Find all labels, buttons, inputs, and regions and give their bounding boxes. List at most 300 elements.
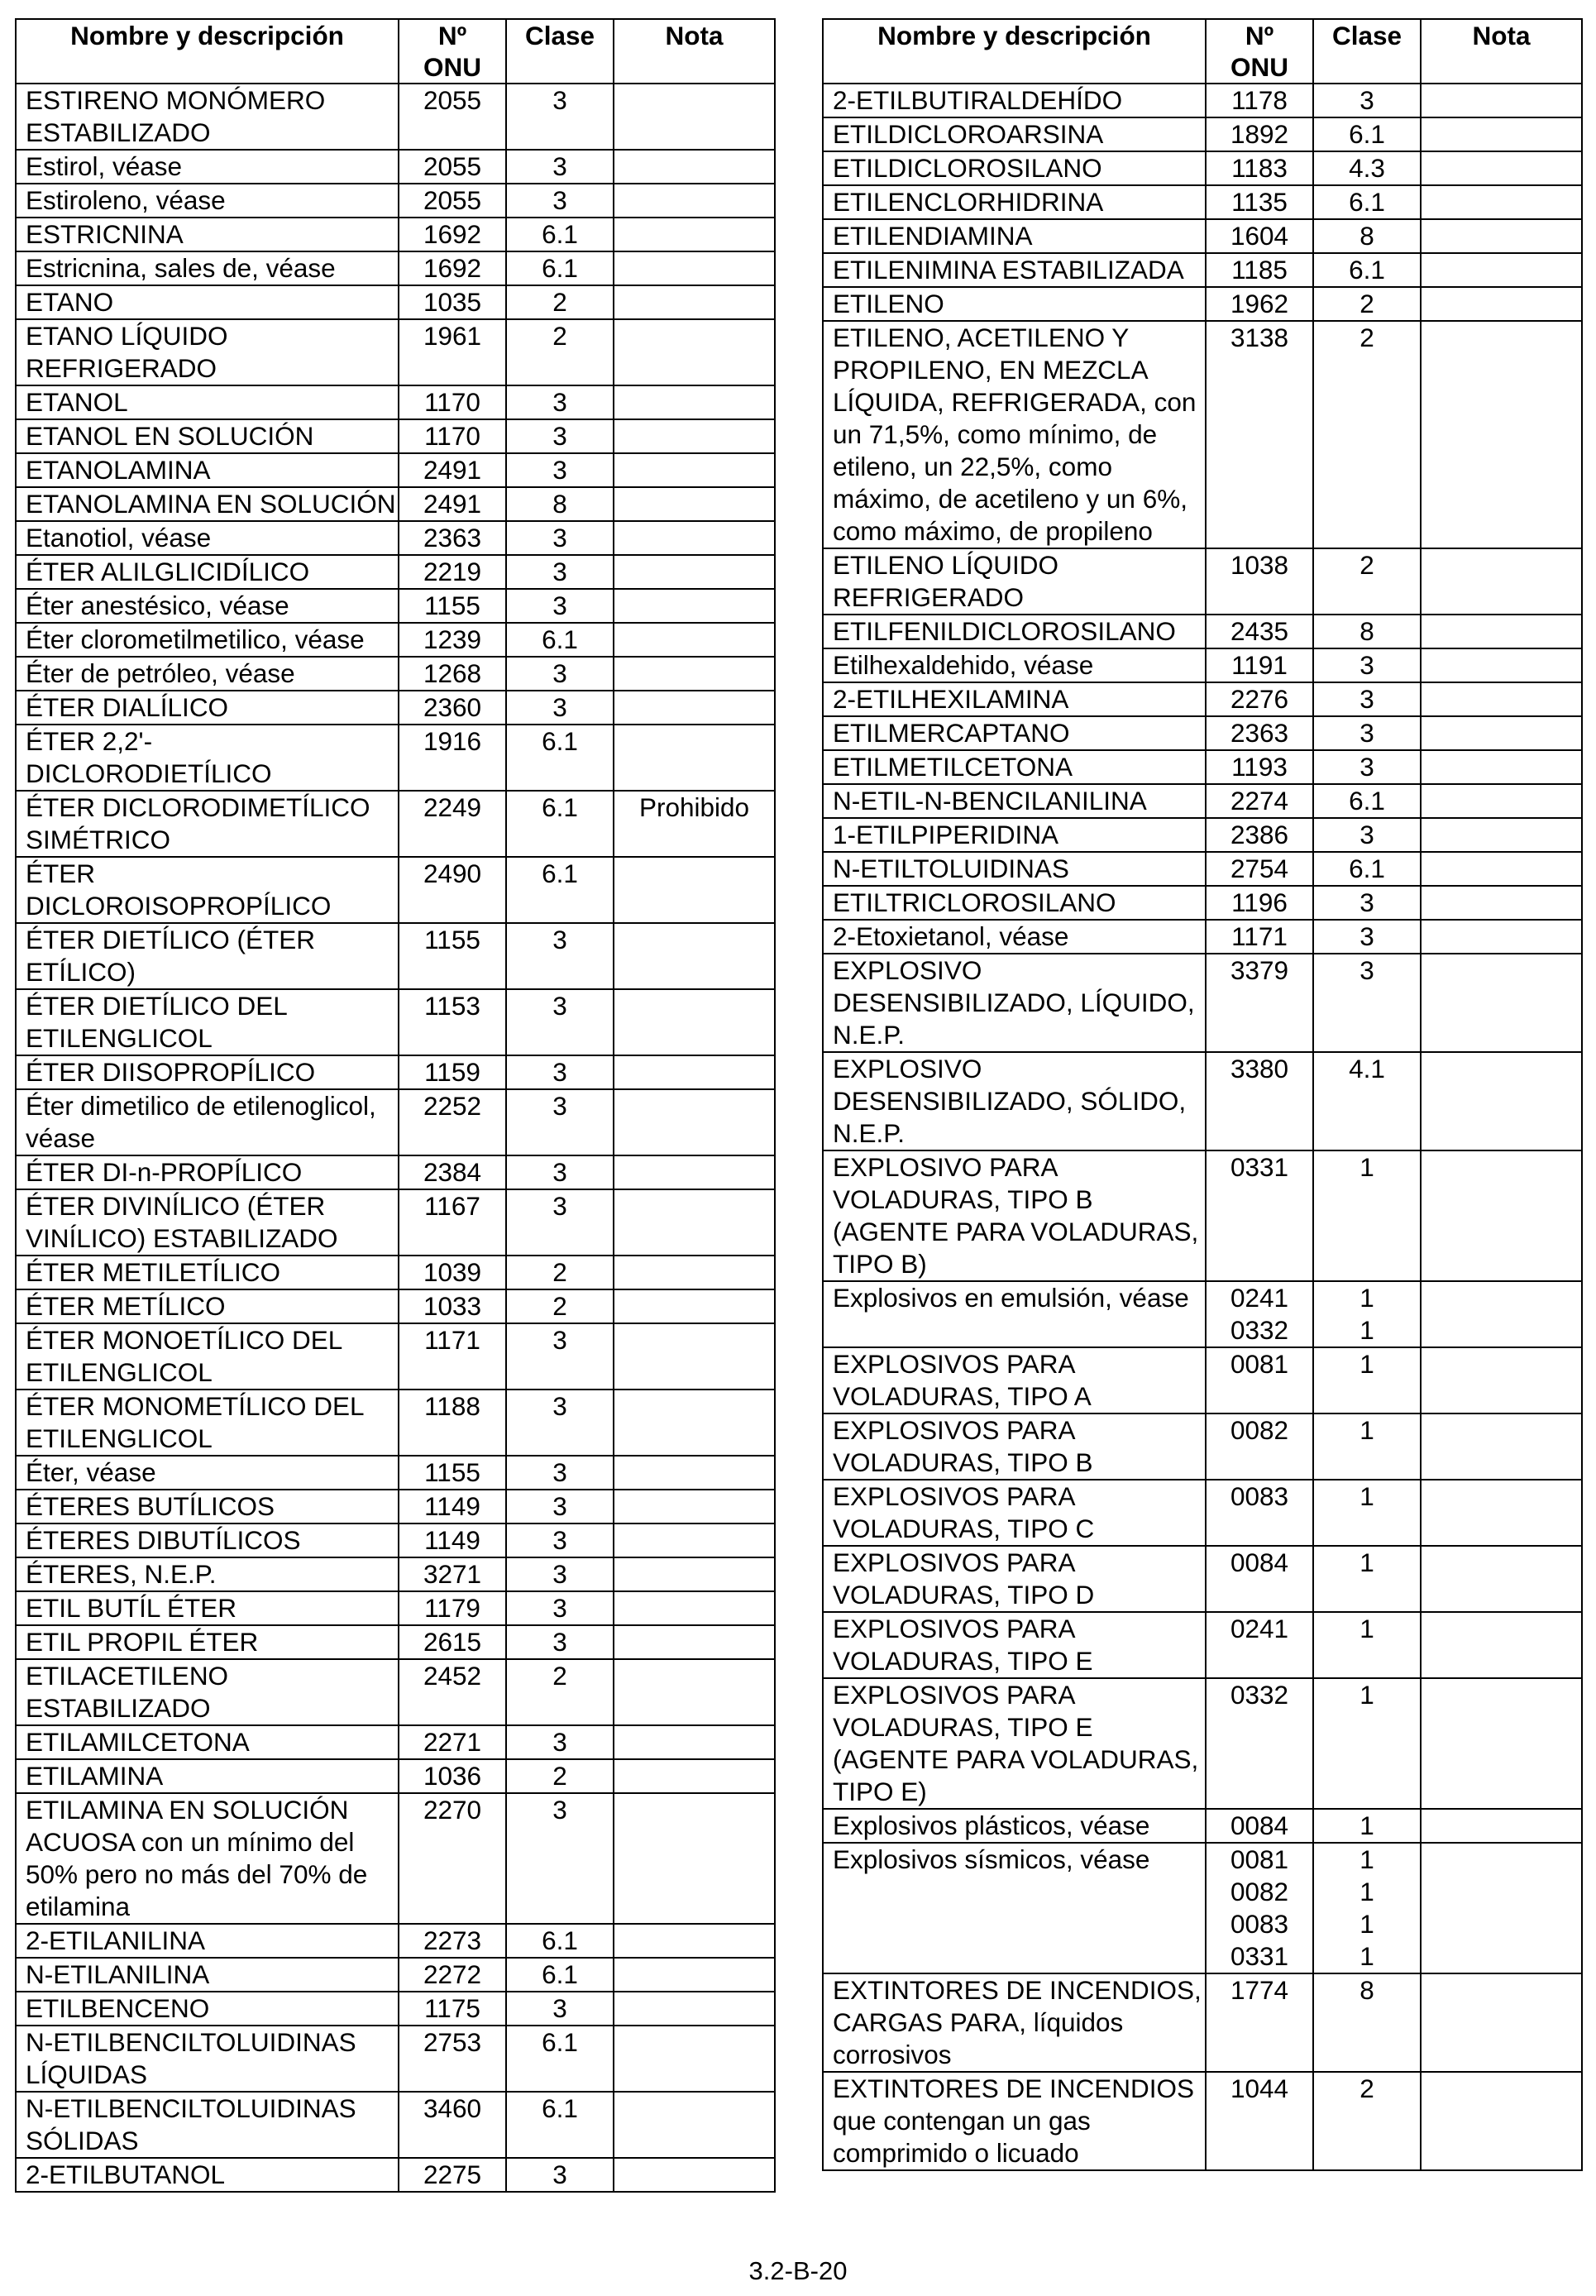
table-row [16,218,775,251]
cell-onu: 2272 [399,1958,506,1992]
table-row [16,1089,775,1155]
cell-name: Estirol, véase [16,150,399,184]
cell-name: ETIL PROPIL ÉTER [16,1625,399,1659]
cell-clase: 3 [506,923,614,989]
cell-nota [614,1289,775,1323]
cell-name: EXPLOSIVOS PARA VOLADURAS, TIPO E (AGENTE PARA VOLADURAS, TIPO E) [823,1678,1206,1809]
cell-nota [614,1992,775,2026]
cell-onu: 2452 [399,1659,506,1725]
cell-onu: 1191 [1206,648,1313,682]
table-row [823,151,1582,185]
table-row [16,2158,775,2192]
header-onu: Nº ONU [399,19,506,84]
cell-onu: 3271 [399,1557,506,1591]
cell-clase: 3 [1313,716,1421,750]
cell-name: ETILMETILCETONA [823,750,1206,784]
cell-clase: 1 [1313,1150,1421,1281]
cell-onu: 2615 [399,1625,506,1659]
cell-onu: 1155 [399,1456,506,1490]
table-row [16,691,775,725]
cell-name: N-ETIL-N-BENCILANILINA [823,784,1206,818]
table-row [823,1678,1582,1809]
cell-name: Éter de petróleo, véase [16,657,399,691]
cell-clase: 3 [506,1793,614,1924]
table-row [823,784,1582,818]
table-row [16,1055,775,1089]
cell-clase: 3 [506,385,614,419]
cell-nota [1421,84,1582,117]
cell-nota [614,521,775,555]
cell-nota [614,589,775,623]
cell-name: ETILAMILCETONA [16,1725,399,1759]
cell-clase: 8 [1313,615,1421,648]
cell-nota [1421,920,1582,954]
cell-name: ÉTER DICLORODIMETÍLICO SIMÉTRICO [16,791,399,857]
table-row [823,682,1582,716]
cell-nota [614,1924,775,1958]
cell-clase: 1 1 [1313,1281,1421,1347]
cell-name: ETANOLAMINA [16,453,399,487]
cell-clase: 1 [1313,1678,1421,1809]
cell-clase: 3 [506,2158,614,2192]
cell-onu: 2491 [399,453,506,487]
cell-clase: 8 [506,487,614,521]
cell-clase: 4.3 [1313,151,1421,185]
table-row [16,1591,775,1625]
cell-nota [614,623,775,657]
cell-clase: 3 [506,1557,614,1591]
table-row [16,725,775,791]
cell-nota [1421,1281,1582,1347]
cell-onu: 2219 [399,555,506,589]
cell-nota [614,453,775,487]
table-row [823,1809,1582,1843]
cell-name: Estiroleno, véase [16,184,399,218]
cell-onu: 0081 0082 0083 0331 [1206,1843,1313,1973]
cell-onu: 2271 [399,1725,506,1759]
cell-clase: 6.1 [506,1958,614,1992]
cell-name: ETILBENCENO [16,1992,399,2026]
cell-name: EXPLOSIVOS PARA VOLADURAS, TIPO E [823,1612,1206,1678]
cell-clase: 1 [1313,1480,1421,1546]
cell-name: ETILFENILDICLOROSILANO [823,615,1206,648]
cell-nota [614,1625,775,1659]
cell-nota [1421,1413,1582,1480]
cell-name: ÉTER ALILGLICIDÍLICO [16,555,399,589]
cell-clase: 3 [506,521,614,555]
cell-nota [614,1490,775,1523]
table-row [16,1256,775,1289]
table-row [16,2026,775,2092]
cell-onu: 1155 [399,923,506,989]
cell-name: ETILENCLORHIDRINA [823,185,1206,219]
cell-name: Etilhexaldehido, véase [823,648,1206,682]
cell-name: ETILENDIAMINA [823,219,1206,253]
cell-onu: 3380 [1206,1052,1313,1150]
cell-name: EXPLOSIVO DESENSIBILIZADO, SÓLIDO, N.E.P. [823,1052,1206,1150]
cell-nota [1421,287,1582,321]
table-row [16,1992,775,2026]
cell-onu: 1239 [399,623,506,657]
table-row [16,521,775,555]
cell-clase: 6.1 [1313,784,1421,818]
cell-onu: 1175 [399,1992,506,2026]
cell-clase: 3 [506,555,614,589]
cell-clase: 3 [506,1490,614,1523]
cell-clase: 1 [1313,1612,1421,1678]
cell-name: Éter dimetilico de etilenoglicol, véase [16,1089,399,1155]
table-row [823,117,1582,151]
cell-clase: 1 1 1 1 [1313,1843,1421,1973]
cell-clase: 8 [1313,219,1421,253]
cell-nota [1421,2072,1582,2170]
cell-clase: 6.1 [506,2092,614,2158]
table-row [16,1390,775,1456]
table-row [16,150,775,184]
table-row [16,487,775,521]
cell-nota [614,1958,775,1992]
table-row [823,886,1582,920]
cell-clase: 3 [506,657,614,691]
table-row [823,648,1582,682]
table-row [16,2092,775,2158]
cell-nota [614,2026,775,2092]
table-row [823,1546,1582,1612]
cell-onu: 1961 [399,319,506,385]
cell-clase: 3 [1313,750,1421,784]
cell-name: ÉTER DI-n-PROPÍLICO [16,1155,399,1189]
cell-name: ÉTER DIETÍLICO DEL ETILENGLICOL [16,989,399,1055]
cell-onu: 1916 [399,725,506,791]
cell-clase: 2 [506,285,614,319]
cell-clase: 2 [506,1289,614,1323]
cell-name: ETILDICLOROSILANO [823,151,1206,185]
cell-onu: 2360 [399,691,506,725]
table-row [823,716,1582,750]
cell-name: ETILACETILENO ESTABILIZADO [16,1659,399,1725]
table-row [823,1150,1582,1281]
cell-onu: 0241 [1206,1612,1313,1678]
table-row [16,1456,775,1490]
cell-nota [614,989,775,1055]
table-row [823,84,1582,117]
cell-clase: 3 [506,184,614,218]
cell-onu: 0083 [1206,1480,1313,1546]
cell-name: Explosivos plásticos, véase [823,1809,1206,1843]
cell-nota [614,1189,775,1256]
table-row [823,1480,1582,1546]
cell-name: ETILAMINA EN SOLUCIÓN ACUOSA con un mínimo del 50% pero no más del 70% de etilamina [16,1793,399,1924]
cell-clase: 3 [506,1055,614,1089]
cell-name: N-ETILTOLUIDINAS [823,852,1206,886]
cell-clase: 1 [1313,1809,1421,1843]
cell-clase: 2 [506,319,614,385]
cell-clase: 3 [506,453,614,487]
cell-clase: 2 [506,1759,614,1793]
cell-onu: 0332 [1206,1678,1313,1809]
cell-clase: 3 [506,1089,614,1155]
cell-onu: 1167 [399,1189,506,1256]
cell-clase: 3 [1313,954,1421,1052]
table-row [16,1625,775,1659]
cell-onu: 1170 [399,385,506,419]
table-row [16,1557,775,1591]
table-row [16,1759,775,1793]
header-name: Nombre y descripción [823,19,1206,84]
cell-clase: 3 [1313,84,1421,117]
cell-clase: 1 [1313,1347,1421,1413]
header-onu: Nº ONU [1206,19,1313,84]
cell-clase: 1 [1313,1546,1421,1612]
cell-nota [1421,151,1582,185]
table-row [16,657,775,691]
cell-clase: 3 [506,1992,614,2026]
table-row [16,1924,775,1958]
cell-onu: 2055 [399,184,506,218]
cell-onu: 1179 [399,1591,506,1625]
cell-clase: 1 [1313,1413,1421,1480]
cell-clase: 6.1 [506,623,614,657]
cell-clase: 3 [1313,682,1421,716]
cell-name: EXPLOSIVO PARA VOLADURAS, TIPO B (AGENTE PARA VOLADURAS, TIPO B) [823,1150,1206,1281]
page-number: 3.2-B-20 [748,2256,848,2285]
cell-nota [1421,1052,1582,1150]
cell-name: Explosivos sísmicos, véase [823,1843,1206,1973]
cell-name: ÉTER METÍLICO [16,1289,399,1323]
cell-name: ESTIRENO MONÓMERO ESTABILIZADO [16,84,399,150]
cell-clase: 2 [506,1659,614,1725]
cell-onu: 2055 [399,84,506,150]
cell-nota [1421,750,1582,784]
cell-nota [614,1055,775,1089]
table-row [16,1793,775,1924]
cell-onu: 1268 [399,657,506,691]
header-name: Nombre y descripción [16,19,399,84]
cell-name: ETANOL [16,385,399,419]
table-row [823,1612,1582,1678]
cell-nota [1421,321,1582,548]
cell-nota [1421,716,1582,750]
table-row [16,1155,775,1189]
cell-nota [614,1390,775,1456]
cell-name: N-ETILBENCILTOLUIDINAS SÓLIDAS [16,2092,399,2158]
cell-onu: 1149 [399,1523,506,1557]
table-row [823,852,1582,886]
cell-nota [614,1523,775,1557]
cell-clase: 3 [1313,648,1421,682]
table-row [16,791,775,857]
cell-name: ÉTERES, N.E.P. [16,1557,399,1591]
cell-clase: 6.1 [1313,185,1421,219]
cell-name: Éter clorometilmetilico, véase [16,623,399,657]
cell-clase: 3 [506,1390,614,1456]
cell-clase: 3 [1313,818,1421,852]
cell-clase: 3 [506,150,614,184]
cell-nota [1421,1480,1582,1546]
cell-onu: 2754 [1206,852,1313,886]
cell-nota [614,725,775,791]
table-row [823,219,1582,253]
table-row [16,251,775,285]
table-row [16,555,775,589]
cell-nota [1421,1843,1582,1973]
cell-clase: 6.1 [506,251,614,285]
cell-name: EXPLOSIVOS PARA VOLADURAS, TIPO C [823,1480,1206,1546]
cell-nota [1421,117,1582,151]
cell-onu: 1153 [399,989,506,1055]
table-row [16,1523,775,1557]
cell-onu: 0084 [1206,1809,1313,1843]
cell-name: ÉTER DIVINÍLICO (ÉTER VINÍLICO) ESTABILIZADO [16,1189,399,1256]
table-row [16,1958,775,1992]
cell-clase: 6.1 [506,1924,614,1958]
cell-nota [614,150,775,184]
cell-clase: 3 [506,989,614,1055]
cell-onu: 2055 [399,150,506,184]
table-row [823,818,1582,852]
right-header-row [823,19,1582,84]
cell-name: ETANO [16,285,399,319]
header-clase: Clase [506,19,614,84]
cell-clase: 6.1 [1313,253,1421,287]
table-row [823,1281,1582,1347]
cell-clase: 3 [1313,920,1421,954]
table-row [16,1659,775,1725]
cell-onu: 2252 [399,1089,506,1155]
cell-onu: 1044 [1206,2072,1313,2170]
cell-nota [614,487,775,521]
cell-onu: 2363 [399,521,506,555]
cell-name: 2-ETILBUTANOL [16,2158,399,2192]
cell-clase: 3 [506,1155,614,1189]
cell-name: N-ETILANILINA [16,1958,399,1992]
cell-nota [614,385,775,419]
cell-clase: 3 [506,1523,614,1557]
cell-clase: 3 [506,419,614,453]
cell-onu: 1774 [1206,1973,1313,2072]
cell-clase: 3 [506,1456,614,1490]
table-row [16,385,775,419]
cell-name: ÉTER DIALÍLICO [16,691,399,725]
cell-onu: 0082 [1206,1413,1313,1480]
cell-nota [1421,784,1582,818]
cell-onu: 2270 [399,1793,506,1924]
cell-onu: 2386 [1206,818,1313,852]
table-row [823,1413,1582,1480]
cell-nota [1421,648,1582,682]
cell-clase: 6.1 [506,725,614,791]
cell-clase: 3 [506,1189,614,1256]
cell-name: N-ETILBENCILTOLUIDINAS LÍQUIDAS [16,2026,399,2092]
cell-name: ETANOLAMINA EN SOLUCIÓN [16,487,399,521]
cell-clase: 2 [1313,548,1421,615]
cell-onu: 1149 [399,1490,506,1523]
cell-onu: 1193 [1206,750,1313,784]
cell-nota [614,184,775,218]
cell-nota [1421,852,1582,886]
table-row [823,1052,1582,1150]
cell-nota [1421,1347,1582,1413]
cell-nota [614,1323,775,1390]
cell-nota [1421,219,1582,253]
cell-onu: 2435 [1206,615,1313,648]
table-row [823,1347,1582,1413]
table-row [16,1323,775,1390]
cell-nota [614,1256,775,1289]
cell-clase: 2 [1313,2072,1421,2170]
table-row [16,857,775,923]
cell-name: 1-ETILPIPERIDINA [823,818,1206,852]
cell-onu: 1171 [1206,920,1313,954]
cell-name: ETILMERCAPTANO [823,716,1206,750]
cell-nota [614,285,775,319]
cell-name: ETILDICLOROARSINA [823,117,1206,151]
cell-name: Etanotiol, véase [16,521,399,555]
cell-onu: 1196 [1206,886,1313,920]
cell-onu: 2273 [399,1924,506,1958]
cell-name: 2-ETILHEXILAMINA [823,682,1206,716]
table-row [823,750,1582,784]
cell-name: EXTINTORES DE INCENDIOS que contengan un gas comprimido o licuado [823,2072,1206,2170]
cell-onu: 1183 [1206,151,1313,185]
cell-clase: 3 [1313,886,1421,920]
cell-clase: 6.1 [506,218,614,251]
cell-clase: 3 [506,1625,614,1659]
table-row [16,453,775,487]
table-row [823,2072,1582,2170]
table-row [16,84,775,150]
cell-clase: 3 [506,1323,614,1390]
cell-name: 2-ETILANILINA [16,1924,399,1958]
cell-nota [1421,1612,1582,1678]
cell-onu: 0241 0332 [1206,1281,1313,1347]
right-table [822,18,1583,2171]
header-clase: Clase [1313,19,1421,84]
table-row [823,1843,1582,1973]
cell-nota [1421,954,1582,1052]
cell-name: ETILENO, ACETILENO Y PROPILENO, EN MEZCLA LÍQUIDA, REFRIGERADA, con un 71,5%, como mínimo, de etileno, un 22,5%, como máximo, de acetileno y un 6%, como máximo, de propileno [823,321,1206,548]
cell-onu: 0081 [1206,1347,1313,1413]
table-row [823,920,1582,954]
cell-nota [614,555,775,589]
cell-nota [1421,1678,1582,1809]
cell-nota [614,419,775,453]
cell-nota [614,1759,775,1793]
cell-nota [614,1793,775,1924]
table-row [823,954,1582,1052]
table-row [16,989,775,1055]
cell-clase: 4.1 [1313,1052,1421,1150]
cell-nota [614,1725,775,1759]
cell-onu: 2491 [399,487,506,521]
table-row [823,1973,1582,2072]
cell-nota [614,857,775,923]
table-row [16,923,775,989]
cell-onu: 1692 [399,218,506,251]
table-row [16,419,775,453]
cell-name: ETANOL EN SOLUCIÓN [16,419,399,453]
cell-name: EXPLOSIVOS PARA VOLADURAS, TIPO B [823,1413,1206,1480]
cell-nota [614,1659,775,1725]
cell-clase: 6.1 [1313,852,1421,886]
cell-clase: 8 [1313,1973,1421,2072]
table-row [16,285,775,319]
cell-name: EXTINTORES DE INCENDIOS, CARGAS PARA, líquidos corrosivos [823,1973,1206,2072]
cell-onu: 1892 [1206,117,1313,151]
cell-onu: 3379 [1206,954,1313,1052]
cell-clase: 2 [1313,321,1421,548]
cell-nota [614,251,775,285]
